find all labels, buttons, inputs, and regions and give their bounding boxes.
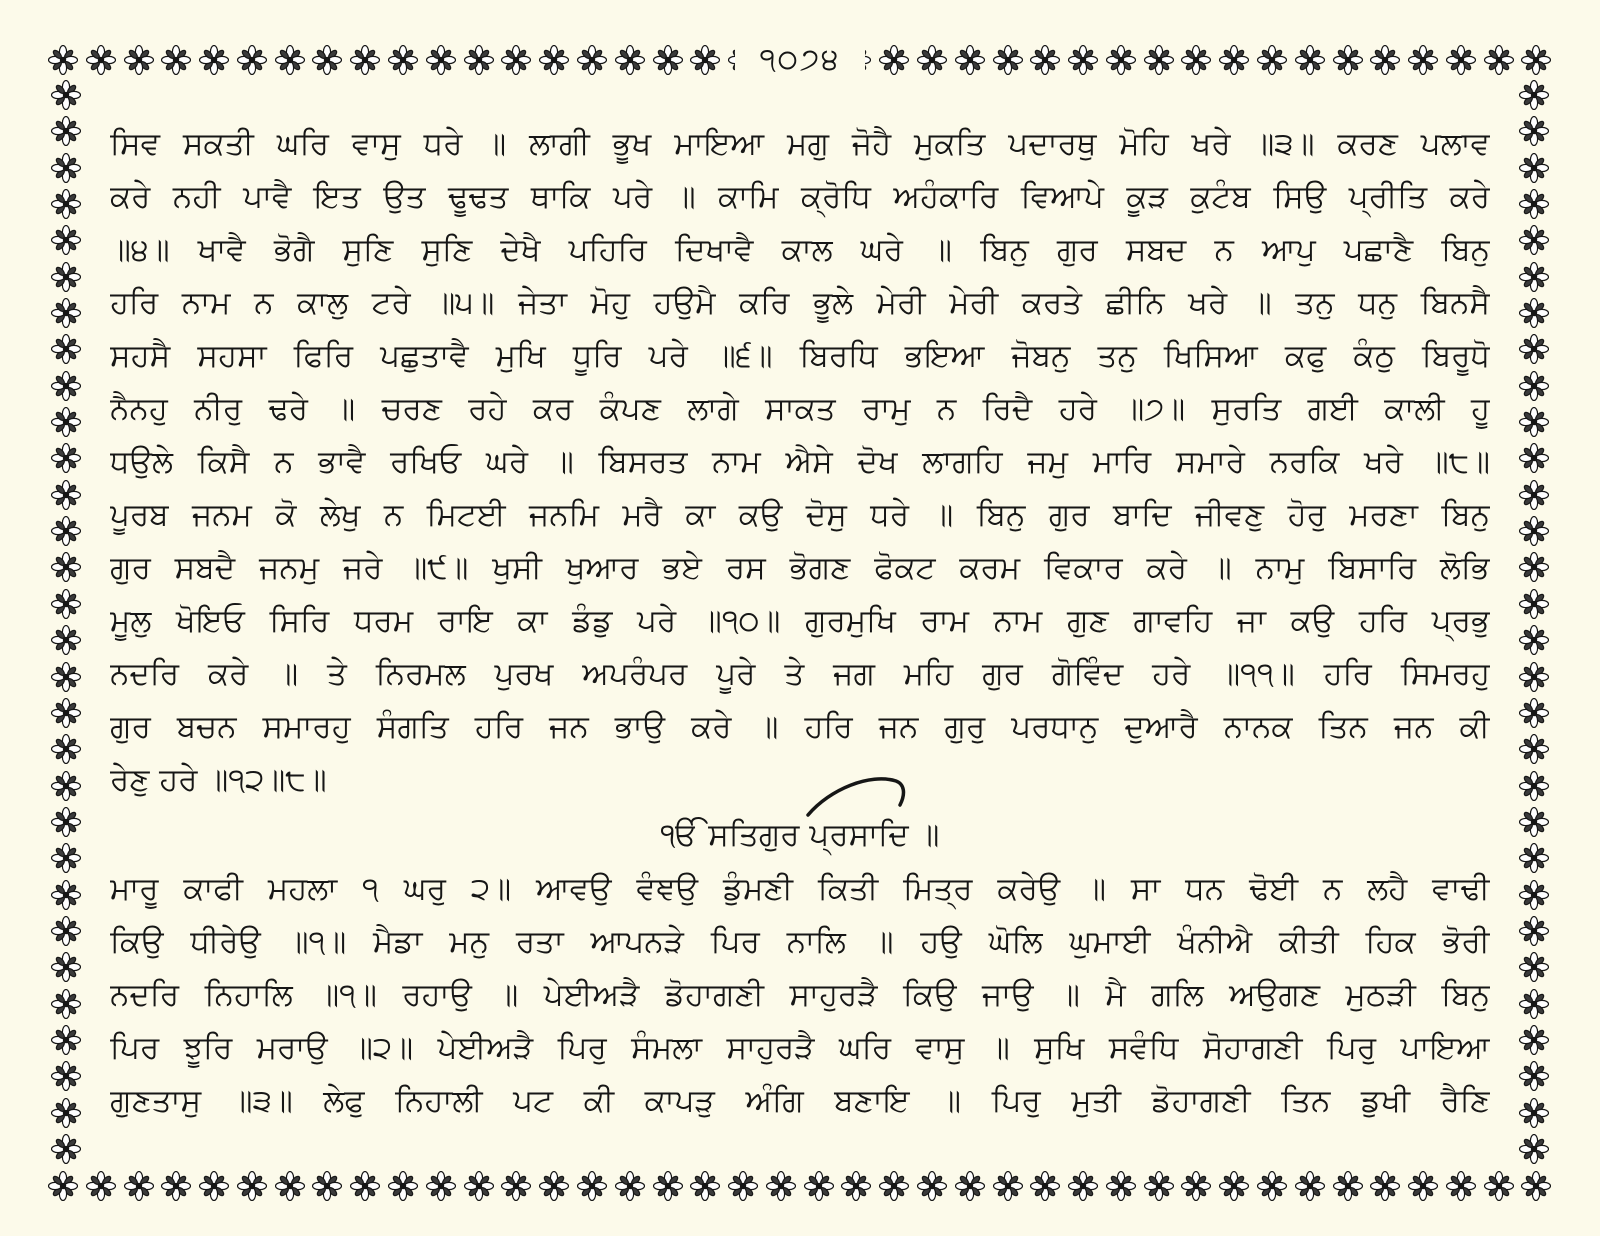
flower-ornament-icon bbox=[124, 1171, 154, 1201]
flower-ornament-icon bbox=[1484, 45, 1514, 75]
flower-ornament-icon bbox=[275, 45, 305, 75]
flower-ornament-icon bbox=[51, 298, 81, 328]
flower-ornament-icon bbox=[1519, 989, 1549, 1019]
flower-ornament-icon bbox=[1181, 45, 1211, 75]
flower-ornament-icon bbox=[1408, 45, 1438, 75]
flower-ornament-icon bbox=[501, 45, 531, 75]
flower-ornament-icon bbox=[1519, 880, 1549, 910]
flower-ornament-icon bbox=[51, 480, 81, 510]
flower-ornament-icon bbox=[51, 153, 81, 183]
flower-ornament-icon bbox=[993, 1171, 1023, 1201]
text-line: ਹਰਿ ਨਾਮ ਨ ਕਾਲੁ ਟਰੇ ॥੫॥ ਜੇਤਾ ਮੋਹੁ ਹਉਮੈ ਕਰਿ ਭੂਲੇ ਮੇਰੀ ਮੇਰੀ ਕਰਤੇ ਛੀਨਿ ਖਰੇ ॥ ਤਨੁ ਧਨੁ ਬਿਨਸੈ bbox=[110, 285, 1490, 321]
khanda-flourish-icon bbox=[800, 771, 910, 821]
flower-ornament-icon bbox=[1333, 45, 1363, 75]
flower-ornament-icon bbox=[1519, 552, 1549, 582]
flower-ornament-icon bbox=[1446, 1171, 1476, 1201]
section-heading bbox=[110, 807, 1490, 863]
flower-ornament-icon bbox=[1257, 1171, 1287, 1201]
flower-ornament-icon bbox=[879, 45, 909, 75]
flower-ornament-icon bbox=[86, 1171, 116, 1201]
flower-ornament-icon bbox=[1030, 1171, 1060, 1201]
flower-ornament-icon bbox=[51, 80, 81, 110]
flower-ornament-icon bbox=[539, 1171, 569, 1201]
gurbani-text bbox=[110, 118, 1490, 1128]
flower-ornament-icon bbox=[690, 45, 720, 75]
flower-ornament-icon bbox=[464, 1171, 494, 1201]
flower-ornament-icon bbox=[1519, 952, 1549, 982]
flower-ornament-icon bbox=[917, 45, 947, 75]
flower-ornament-icon bbox=[51, 771, 81, 801]
flower-ornament-icon bbox=[1519, 734, 1549, 764]
text-line: ਸਹਸੈ ਸਹਸਾ ਫਿਰਿ ਪਛੁਤਾਵੈ ਮੁਖਿ ਧੂਰਿ ਪਰੇ ॥੬॥ ਬਿਰਧਿ ਭਇਆ ਜੋਬਨੁ ਤਨੁ ਖਿਸਿਆ ਕਫੁ ਕੰਠੁ ਬਿਰੂਧੋ bbox=[110, 338, 1490, 374]
flower-ornament-icon bbox=[51, 443, 81, 473]
flower-ornament-icon bbox=[51, 952, 81, 982]
flower-ornament-icon bbox=[1257, 45, 1287, 75]
flower-ornament-icon bbox=[955, 45, 985, 75]
flower-ornament-icon bbox=[1519, 771, 1549, 801]
text-line: ਗੁਣਤਾਸੁ ॥੩॥ ਲੇਫੁ ਨਿਹਾਲੀ ਪਟ ਕੀ ਕਾਪੜੁ ਅੰਗਿ ਬਣਾਇ ॥ ਪਿਰੁ ਮੁਤੀ ਡੋਹਾਗਣੀ ਤਿਨ ਡੁਖੀ ਰੈਣਿ bbox=[110, 1083, 1490, 1119]
left-floral-border bbox=[44, 80, 88, 1164]
flower-ornament-icon bbox=[1519, 1061, 1549, 1091]
bottom-floral-border bbox=[48, 1166, 1552, 1206]
flower-ornament-icon bbox=[1519, 1098, 1549, 1128]
flower-ornament-icon bbox=[1219, 45, 1249, 75]
flower-ornament-icon bbox=[426, 45, 456, 75]
flower-ornament-icon bbox=[1068, 45, 1098, 75]
flower-ornament-icon bbox=[1519, 516, 1549, 546]
text-line: ਗੁਰ ਬਚਨ ਸਮਾਰਹੁ ਸੰਗਤਿ ਹਰਿ ਜਨ ਭਾਉ ਕਰੇ ॥ ਹਰਿ ਜਨ ਗੁਰੁ ਪਰਧਾਨੁ ਦੁਆਰੈ ਨਾਨਕ ਤਿਨ ਜਨ ਕੀ bbox=[110, 709, 1490, 745]
flower-ornament-icon bbox=[1519, 116, 1549, 146]
text-line: ਗੁਰ ਸਬਦੈ ਜਨਮੁ ਜਰੇ ॥੯॥ ਖੁਸੀ ਖੁਆਰ ਭਏ ਰਸ ਭੋਗਣ ਫੋਕਟ ਕਰਮ ਵਿਕਾਰ ਕਰੇ ॥ ਨਾਮੁ ਬਿਸਾਰਿ ਲੋਭਿ bbox=[110, 550, 1490, 586]
flower-ornament-icon bbox=[728, 1171, 758, 1201]
flower-ornament-icon bbox=[350, 45, 380, 75]
flower-ornament-icon bbox=[51, 189, 81, 219]
flower-ornament-icon bbox=[1519, 1025, 1549, 1055]
flower-ornament-icon bbox=[51, 698, 81, 728]
flower-ornament-icon bbox=[955, 1171, 985, 1201]
flower-ornament-icon bbox=[1408, 1171, 1438, 1201]
flower-ornament-icon bbox=[312, 1171, 342, 1201]
flower-ornament-icon bbox=[51, 552, 81, 582]
flower-ornament-icon bbox=[1370, 45, 1400, 75]
flower-ornament-icon bbox=[766, 1171, 796, 1201]
flower-ornament-icon bbox=[86, 45, 116, 75]
flower-ornament-icon bbox=[350, 1171, 380, 1201]
flower-ornament-icon bbox=[1519, 334, 1549, 364]
flower-ornament-icon bbox=[388, 1171, 418, 1201]
text-line: ਨੈਨਹੁ ਨੀਰੁ ਢਰੇ ॥ ਚਰਣ ਰਹੇ ਕਰ ਕੰਪਣ ਲਾਗੇ ਸਾਕਤ ਰਾਮੁ ਨ ਰਿਦੈ ਹਰੇ ॥੭॥ ਸੁਰਤਿ ਗਈ ਕਾਲੀ ਹੂ bbox=[110, 391, 1490, 427]
flower-ornament-icon bbox=[1519, 589, 1549, 619]
flower-ornament-icon bbox=[1519, 916, 1549, 946]
flower-ornament-icon bbox=[1519, 662, 1549, 692]
flower-ornament-icon bbox=[1521, 45, 1551, 75]
flower-ornament-icon bbox=[804, 1171, 834, 1201]
flower-ornament-icon bbox=[1106, 45, 1136, 75]
text-line: ਮੂਲੁ ਖੋਇਓ ਸਿਰਿ ਧਰਮ ਰਾਇ ਕਾ ਡੰਡੁ ਪਰੇ ॥੧੦॥ ਗੁਰਮੁਖਿ ਰਾਮ ਨਾਮ ਗੁਣ ਗਾਵਹਿ ਜਾ ਕਉ ਹਰਿ ਪ੍ਰਭੁ bbox=[110, 603, 1490, 639]
flower-ornament-icon bbox=[199, 1171, 229, 1201]
flower-ornament-icon bbox=[1521, 1171, 1551, 1201]
flower-ornament-icon bbox=[1144, 45, 1174, 75]
flower-ornament-icon bbox=[51, 262, 81, 292]
text-line: ਕਰੇ ਨਹੀ ਪਾਵੈ ਇਤ ਉਤ ਢੂਢਤ ਥਾਕਿ ਪਰੇ ॥ ਕਾਮਿ ਕ੍ਰੋਧਿ ਅਹੰਕਾਰਿ ਵਿਆਪੇ ਕੂੜ ਕੁਟੰਬ ਸਿਉ ਪ੍ਰੀਤਿ ਕਰੇ bbox=[110, 179, 1490, 215]
flower-ornament-icon bbox=[1519, 371, 1549, 401]
flower-ornament-icon bbox=[1068, 1171, 1098, 1201]
flower-ornament-icon bbox=[1519, 262, 1549, 292]
flower-ornament-icon bbox=[237, 45, 267, 75]
flower-ornament-icon bbox=[615, 1171, 645, 1201]
flower-ornament-icon bbox=[1519, 1134, 1549, 1164]
flower-ornament-icon bbox=[501, 1171, 531, 1201]
flower-ornament-icon bbox=[1030, 45, 1060, 75]
flower-ornament-icon bbox=[1519, 480, 1549, 510]
flower-ornament-icon bbox=[426, 1171, 456, 1201]
flower-ornament-icon bbox=[653, 45, 683, 75]
flower-ornament-icon bbox=[124, 45, 154, 75]
flower-ornament-icon bbox=[1519, 407, 1549, 437]
flower-ornament-icon bbox=[51, 407, 81, 437]
flower-ornament-icon bbox=[51, 625, 81, 655]
flower-ornament-icon bbox=[1519, 843, 1549, 873]
text-line: ॥੪॥ ਖਾਵੈ ਭੋਗੈ ਸੁਣਿ ਸੁਣਿ ਦੇਖੈ ਪਹਿਰਿ ਦਿਖਾਵੈ ਕਾਲ ਘਰੇ ॥ ਬਿਨੁ ਗੁਰ ਸਬਦ ਨ ਆਪੁ ਪਛਾਣੈ ਬਿਨੁ bbox=[110, 232, 1490, 268]
flower-ornament-icon bbox=[51, 1134, 81, 1164]
flower-ornament-icon bbox=[917, 1171, 947, 1201]
flower-ornament-icon bbox=[841, 1171, 871, 1201]
text-line: ਨਦਰਿ ਨਿਹਾਲਿ ॥੧॥ ਰਹਾਉ ॥ ਪੇਈਅੜੈ ਡੋਹਾਗਣੀ ਸਾਹੁਰੜੈ ਕਿਉ ਜਾਉ ॥ ਮੈ ਗਲਿ ਅਉਗਣ ਮੁਠੜੀ ਬਿਨੁ bbox=[110, 977, 1490, 1013]
flower-ornament-icon bbox=[1519, 298, 1549, 328]
flower-ornament-icon bbox=[1446, 45, 1476, 75]
text-line: ਸਿਵ ਸਕਤੀ ਘਰਿ ਵਾਸੁ ਧਰੇ ॥ ਲਾਗੀ ਭੂਖ ਮਾਇਆ ਮਗੁ ਜੋਹੈ ਮੁਕਤਿ ਪਦਾਰਥੁ ਮੋਹਿ ਖਰੇ ॥੩॥ ਕਰਣ ਪਲਾਵ bbox=[110, 126, 1490, 162]
text-line: ਨਦਰਿ ਕਰੇ ॥ ਤੇ ਨਿਰਮਲ ਪੁਰਖ ਅਪਰੰਪਰ ਪੂਰੇ ਤੇ ਜਗ ਮਹਿ ਗੁਰ ਗੋਵਿੰਦ ਹਰੇ ॥੧੧॥ ਹਰਿ ਸਿਮਰਹੁ bbox=[110, 656, 1490, 692]
flower-ornament-icon bbox=[879, 1171, 909, 1201]
mool-mantar-heading: ੴ ਸਤਿਗੁਰ ਪ੍ਰਸਾਦਿ ॥ bbox=[660, 817, 940, 853]
text-line: ਕਿਉ ਧੀਰੇਉ ॥੧॥ ਮੈਡਾ ਮਨੁ ਰਤਾ ਆਪਨੜੇ ਪਿਰ ਨਾਲਿ ॥ ਹਉ ਘੋਲਿ ਘੁਮਾਈ ਖੰਨੀਐ ਕੀਤੀ ਹਿਕ ਭੋਰੀ bbox=[110, 924, 1490, 960]
flower-ornament-icon bbox=[51, 734, 81, 764]
flower-ornament-icon bbox=[1519, 153, 1549, 183]
text-line: ਪਿਰ ਝੂਰਿ ਮਰਾਉ ॥੨॥ ਪੇਈਅੜੈ ਪਿਰੁ ਸੰਮਲਾ ਸਾਹੁਰੜੈ ਘਰਿ ਵਾਸੁ ॥ ਸੁਖਿ ਸਵੰਧਿ ਸੋਹਾਗਣੀ ਪਿਰੁ ਪਾਇਆ bbox=[110, 1030, 1490, 1066]
flower-ornament-icon bbox=[51, 334, 81, 364]
text-line: ਮਾਰੂ ਕਾਫੀ ਮਹਲਾ ੧ ਘਰੁ ੨॥ ਆਵਉ ਵੰਞਉ ਡੁੰਮਣੀ ਕਿਤੀ ਮਿਤ੍ਰ ਕਰੇਉ ॥ ਸਾ ਧਨ ਢੋਈ ਨ ਲਹੈ ਵਾਢੀ bbox=[110, 871, 1490, 907]
flower-ornament-icon bbox=[51, 516, 81, 546]
flower-ornament-icon bbox=[1106, 1171, 1136, 1201]
flower-ornament-icon bbox=[615, 45, 645, 75]
flower-ornament-icon bbox=[1370, 1171, 1400, 1201]
text-line: ਧਉਲੇ ਕਿਸੈ ਨ ਭਾਵੈ ਰਖਿਓ ਘਰੇ ॥ ਬਿਸਰਤ ਨਾਮ ਐਸੇ ਦੋਖ ਲਾਗਹਿ ਜਮੁ ਮਾਰਿ ਸਮਾਰੇ ਨਰਕਿ ਖਰੇ ॥੮॥ bbox=[110, 444, 1490, 480]
flower-ornament-icon bbox=[51, 662, 81, 692]
flower-ornament-icon bbox=[51, 225, 81, 255]
flower-ornament-icon bbox=[1295, 1171, 1325, 1201]
page-number: ੧੦੭੪ bbox=[735, 40, 865, 80]
flower-ornament-icon bbox=[237, 1171, 267, 1201]
flower-ornament-icon bbox=[539, 45, 569, 75]
flower-ornament-icon bbox=[1181, 1171, 1211, 1201]
flower-ornament-icon bbox=[993, 45, 1023, 75]
flower-ornament-icon bbox=[1484, 1171, 1514, 1201]
flower-ornament-icon bbox=[1519, 443, 1549, 473]
flower-ornament-icon bbox=[388, 45, 418, 75]
flower-ornament-icon bbox=[653, 1171, 683, 1201]
flower-ornament-icon bbox=[51, 843, 81, 873]
flower-ornament-icon bbox=[464, 45, 494, 75]
flower-ornament-icon bbox=[199, 45, 229, 75]
flower-ornament-icon bbox=[577, 1171, 607, 1201]
flower-ornament-icon bbox=[275, 1171, 305, 1201]
flower-ornament-icon bbox=[690, 1171, 720, 1201]
flower-ornament-icon bbox=[51, 807, 81, 837]
flower-ornament-icon bbox=[1295, 45, 1325, 75]
flower-ornament-icon bbox=[1519, 698, 1549, 728]
text-line: ਰੇਣੁ ਹਰੇ ॥੧੨॥੮॥ bbox=[110, 762, 327, 798]
flower-ornament-icon bbox=[161, 1171, 191, 1201]
flower-ornament-icon bbox=[1219, 1171, 1249, 1201]
flower-ornament-icon bbox=[48, 1171, 78, 1201]
right-floral-border bbox=[1512, 80, 1556, 1164]
flower-ornament-icon bbox=[161, 45, 191, 75]
flower-ornament-icon bbox=[1519, 80, 1549, 110]
flower-ornament-icon bbox=[1519, 807, 1549, 837]
flower-ornament-icon bbox=[51, 589, 81, 619]
flower-ornament-icon bbox=[51, 916, 81, 946]
text-line: ਪੂਰਬ ਜਨਮ ਕੋ ਲੇਖੁ ਨ ਮਿਟਈ ਜਨਮਿ ਮਰੈ ਕਾ ਕਉ ਦੋਸੁ ਧਰੇ ॥ ਬਿਨੁ ਗੁਰ ਬਾਦਿ ਜੀਵਣੁ ਹੋਰੁ ਮਰਣਾ ਬਿਨੁ bbox=[110, 497, 1490, 533]
flower-ornament-icon bbox=[51, 880, 81, 910]
flower-ornament-icon bbox=[51, 116, 81, 146]
flower-ornament-icon bbox=[1519, 189, 1549, 219]
flower-ornament-icon bbox=[51, 371, 81, 401]
flower-ornament-icon bbox=[1519, 625, 1549, 655]
flower-ornament-icon bbox=[577, 45, 607, 75]
flower-ornament-icon bbox=[51, 1025, 81, 1055]
flower-ornament-icon bbox=[51, 989, 81, 1019]
flower-ornament-icon bbox=[51, 1061, 81, 1091]
flower-ornament-icon bbox=[1144, 1171, 1174, 1201]
flower-ornament-icon bbox=[312, 45, 342, 75]
flower-ornament-icon bbox=[1333, 1171, 1363, 1201]
flower-ornament-icon bbox=[51, 1098, 81, 1128]
flower-ornament-icon bbox=[48, 45, 78, 75]
flower-ornament-icon bbox=[1519, 225, 1549, 255]
